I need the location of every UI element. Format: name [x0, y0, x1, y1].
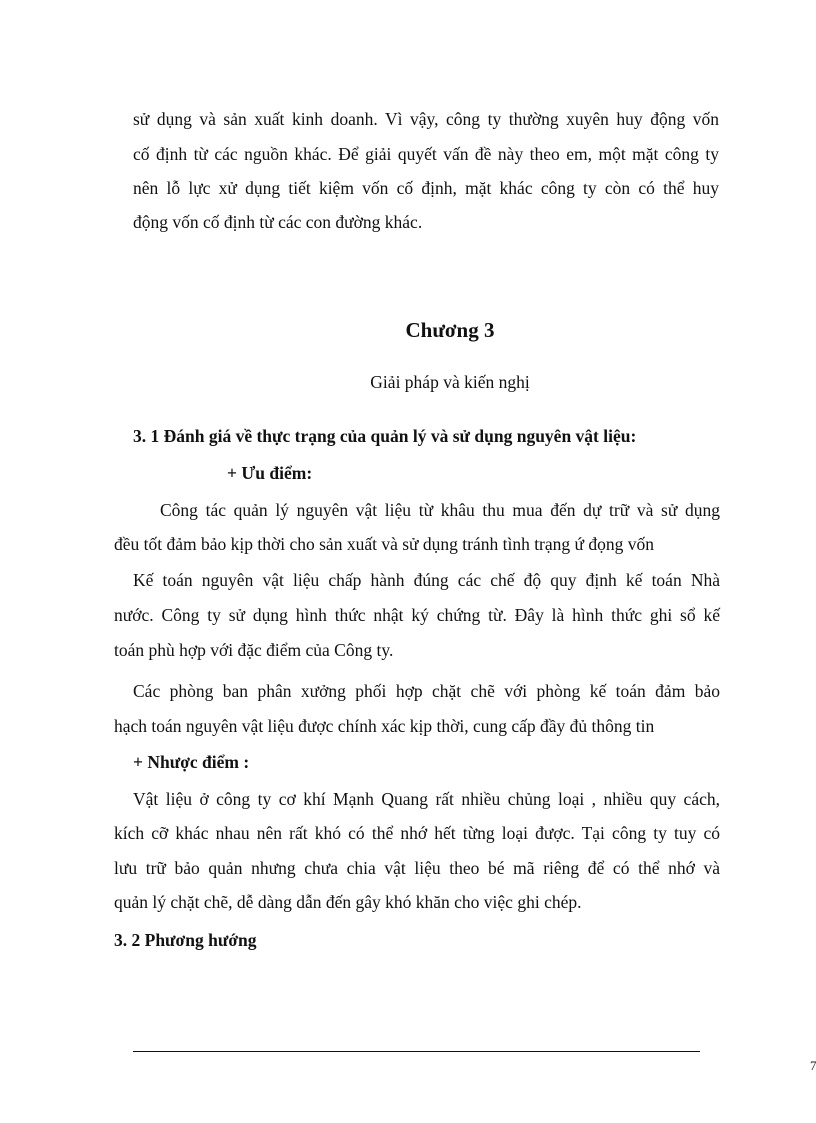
text-line: quản lý chặt chẽ, dễ dàng dẫn đến gây khó khăn cho việc ghi chép.	[114, 892, 582, 912]
text-line: nước. Công ty sử dụng hình thức nhật ký chứng từ. Đây là hình thức ghi sổ kế	[114, 605, 720, 625]
text-line: Công tác quản lý nguyên vật liệu từ khâu thu mua đến dự trữ và sử dụng	[160, 500, 720, 520]
text-line: Kế toán nguyên vật liệu chấp hành đúng các chế độ quy định kế toán Nhà	[133, 570, 720, 590]
text-line: Vật liệu ở công ty cơ khí Mạnh Quang rất nhiều chủng loại , nhiều quy cách,	[133, 789, 720, 809]
footer-divider	[133, 1051, 700, 1052]
text-line: lưu trữ bảo quản nhưng chưa chia vật liệu theo bé mã riêng để có thể nhớ và	[114, 858, 720, 878]
page-number: 7	[810, 1058, 816, 1073]
chapter-title: Chương 3	[405, 318, 495, 342]
section-heading-3-1: 3. 1 Đánh giá về thực trạng của quản lý và sử dụng nguyên vật liệu:	[133, 426, 637, 446]
text-line: hạch toán nguyên vật liệu được chính xác kịp thời, cung cấp đầy đủ thông tin	[114, 716, 655, 736]
text-line: sử dụng và sản xuất kinh doanh. Vì vậy, công ty thường xuyên huy động vốn	[133, 109, 719, 129]
text-line: toán phù hợp với đặc điểm của Công ty.	[114, 640, 394, 660]
text-line: đều tốt đảm bảo kịp thời cho sản xuất và sử dụng tránh tình trạng ứ đọng vốn	[114, 534, 655, 554]
text-line: kích cỡ khác nhau nên rất khó có thể nhớ hết từng loại được. Tại công ty tuy có	[114, 823, 720, 843]
text-line: động vốn cố định từ các con đường khác.	[133, 212, 423, 232]
text-line: cố định từ các nguồn khác. Để giải quyết vấn đề này theo em, một mặt công ty	[133, 144, 719, 164]
text-line: Các phòng ban phân xưởng phối hợp chặt chẽ với phòng kế toán đảm bảo	[133, 681, 720, 701]
disadvantages-label: + Nhược điểm :	[133, 752, 250, 772]
advantages-label: + Ưu điểm:	[227, 463, 313, 483]
chapter-subtitle: Giải pháp và kiến nghị	[370, 372, 530, 392]
section-heading-3-2: 3. 2 Phương hướng	[114, 930, 257, 950]
text-line: nên lỗ lực xử dụng tiết kiệm vốn cố định, mặt khác công ty còn có thể huy	[133, 178, 719, 198]
